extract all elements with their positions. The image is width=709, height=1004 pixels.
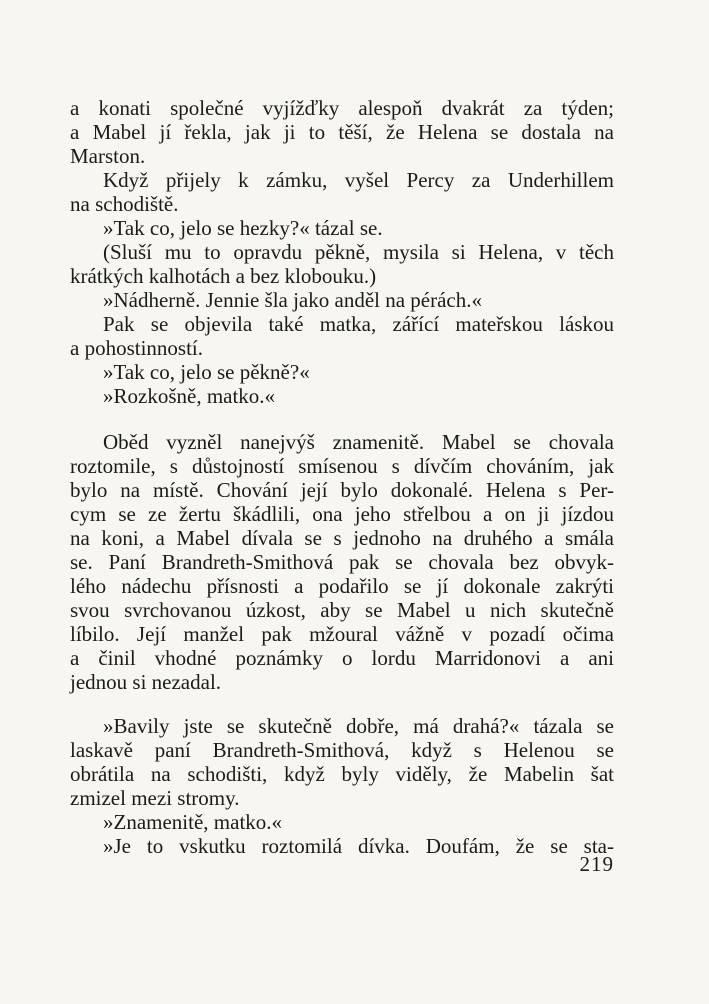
text-line: a konati společné vyjížďky alespoň dvakrát za týden;	[70, 96, 614, 120]
text-line: »Tak co, jelo se pěkně?«	[103, 360, 310, 384]
text-line: Oběd vyzněl nanejvýš znamenitě. Mabel se chovala	[103, 430, 614, 454]
text-line: laskavě paní Brandreth-Smithová, když s Helenou se	[70, 738, 614, 762]
text-line: Když přijely k zámku, vyšel Percy za Underhillem	[103, 168, 614, 192]
text-line: a Mabel jí řekla, jak ji to těší, že Helena se dostala na	[70, 120, 614, 144]
text-line: »Rozkošně, matko.«	[103, 384, 276, 408]
text-line: lého nádechu přísnosti a podařilo se jí dokonale zakrýti	[70, 574, 614, 598]
text-line: bylo na místě. Chování její bylo dokonalé. Helena s Per-	[70, 478, 614, 502]
text-line: (Sluší mu to opravdu pěkně, mysila si Helena, v těch	[103, 240, 614, 264]
text-line: se. Paní Brandreth-Smithová pak se chovala bez obvyk-	[70, 550, 614, 574]
text-line: a pohostinností.	[70, 336, 204, 360]
text-line: jednou si nezadal.	[70, 670, 222, 694]
page-number: 219	[579, 852, 614, 876]
text-line: a činil vhodné poznámky o lordu Marridonovi a ani	[70, 646, 614, 670]
text-line: »Je to vskutku roztomilá dívka. Doufám, že se sta-	[103, 834, 614, 858]
text-line: »Tak co, jelo se hezky?« tázal se.	[103, 216, 383, 240]
text-line: roztomile, s důstojností smísenou s dívčím chováním, jak	[70, 454, 614, 478]
text-line: Marston.	[70, 144, 146, 168]
text-line: »Nádherně. Jennie šla jako anděl na pérách.«	[103, 288, 483, 312]
text-line: líbilo. Její manžel pak mžoural vážně v pozadí očima	[70, 622, 614, 646]
text-line: svou svrchovanou úzkost, aby se Mabel u nich skutečně	[70, 598, 614, 622]
text-line: zmizel mezi stromy.	[70, 786, 240, 810]
text-line: krátkých kalhotách a bez klobouku.)	[70, 264, 377, 288]
text-line: »Bavily jste se skutečně dobře, má drahá?« tázala se	[103, 714, 614, 738]
text-line: Pak se objevila také matka, zářící mateřskou láskou	[103, 312, 614, 336]
text-line: cym se ze žertu škádlili, ona jeho střelbou a on ji jízdou	[70, 502, 614, 526]
text-line: »Znamenitě, matko.«	[103, 810, 283, 834]
text-line: obrátila na schodišti, když byly viděly, že Mabelin šat	[70, 762, 614, 786]
text-line: na koni, a Mabel dívala se s jednoho na druhého a smála	[70, 526, 614, 550]
text-line: na schodiště.	[70, 192, 179, 216]
